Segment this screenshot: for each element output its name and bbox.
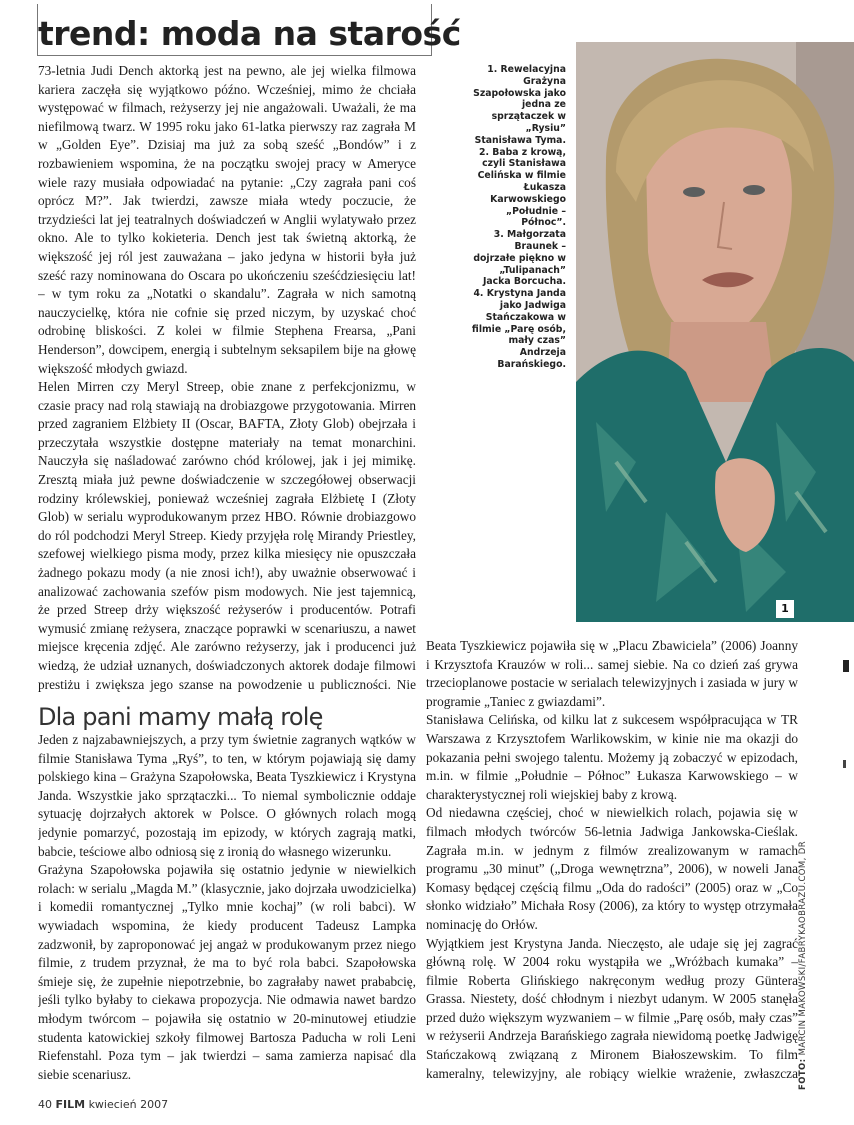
article-headline: trend: moda na starość xyxy=(38,14,461,53)
paragraph: Wyjątkiem jest Krystyna Janda. Nieczęsto, ale udaje się jej zagrać główną rolę. W 2004 roku wystąpiła we „Wróżbach kumaka” – filmie Roberta Glińskiego nakręconym według prozy Güntera Grassa. Niestety, dość chłodnym i niezbyt udanym. W 2005 stanęła przed dużo większym wyzwaniem – w filmie „Parę osób, mały czas” w reżyserii Andrzeja Barańskiego zagrała niewidomą poetkę Jadwigę Stańczakową związaną z Mironem Białoszewskim. To film kameralny, telewizyjny, ale robiący wielkie wrażenie, zwłaszcza xyxy=(426,935,798,1081)
article-column-1-continued xyxy=(38,731,416,1086)
magazine-name: FILM xyxy=(55,1098,86,1111)
caption-item: 1. Rewelacyjna Grażyna Szapołowska jako jedna ze sprzątaczek w „Rysiu” Stanisława Tyma. xyxy=(473,64,566,146)
photo-credit-label: FOTO: xyxy=(798,1058,808,1090)
paragraph: Grażyna Szapołowska pojawiła się ostatnio jedynie w niewielkich rolach: w serialu „Magda M.” (klasycznie, jako dojrzała uwodzicielka) i komedii romantycznej „Tylko mnie kochaj” (w roli babci). W wywiadach wspomina, że kiedy producent Tadeusz Lampka zadzwonił, by zaproponować jej angaż w produkowanym przez niego filmie, z trudem przyznał, że ma to być rola babci. Szapołowska śmieje się, że zupełnie niepotrzebnie, bo zagrałaby nawet prababcię, jeśli tylko byłaby to ciekawa propozycja. Nie odmawia nawet bardzo młodym twórcom – pojawiła się ostatnio w 20-minutowej etiudzie studenta katowickiej szkoły filmowej Bartosza Paducha w roli Leni Riefenstahl. Poza tym – jak twierdzi – sama zamierza napisać dla siebie scenariusz. xyxy=(38,862,416,1082)
paragraph: Beata Tyszkiewicz pojawiła się w „Placu Zbawiciela” (2006) Joanny i Krzysztofa Krauzów w roli... samej siebie. Na co dzień zaś grywa trzecioplanowe postacie w serialach telewizyjnych i zasiada w jury w programie „Taniec z gwiazdami”. xyxy=(426,638,798,709)
paragraph: Od niedawna częściej, choć w niewielkich rolach, pojawia się w filmach młodych twórców 56-letnia Jadwiga Jankowska-Cieślak. Zagrała m.in. w jednym z filmów zrealizowanym w ramach programu „30 minut” („Droga wewnętrzna”, 2006), w noweli Jana Komasy będącej częścią filmu „Oda do radości” (2005) oraz w „Co słonko widziało” Michała Rosy (2006), za który to występ otrzymała nominację do Orłów. xyxy=(426,805,798,932)
photo-caption xyxy=(470,64,566,370)
caption-item: 4. Krystyna Janda jako Jadwiga Stańczakowa w filmie „Parę osób, mały czas” Andrzeja Barańskiego. xyxy=(471,288,566,370)
section-subheading: Dla pani mamy małą rolę xyxy=(38,703,323,731)
page-edge-mark xyxy=(843,660,849,672)
actress-photo xyxy=(576,42,854,622)
page-number: 40 xyxy=(38,1098,52,1111)
page-footer xyxy=(38,1096,238,1114)
paragraph: Jeden z najzabawniejszych, a przy tym świetnie zagranych wątków w filmie Stanisława Tyma „Ryś”, to ten, w którym pojawiają się damy polskiego kina – Grażyna Szapołowska, Beata Tyszkiewicz i Krystyna Janda. Wszystkie jako sprzątaczki... To niemal symbolicznie oddaje sytuację dojrzałych aktorek w Polsce. O głównych rolach mogą jedynie pomarzyć, pozostają im epizody, w których zagrają matki, babcie, teściowe albo odniosą się z ironią do własnego wizerunku. xyxy=(38,732,416,859)
paragraph: Stanisława Celińska, od kilku lat z sukcesem współpracująca w TR Warszawa z Krzysztofem Warlikowskim, w kinie nie ma okazji do pokazania pełni swojego talentu. Możemy ją zobaczyć w epizodach, m.in. w filmie „Południe – Północ” Łukasza Karwowskiego – w charakterystycznej roli wiejskiej baby z krową. xyxy=(426,712,798,802)
article-column-1 xyxy=(38,62,416,694)
photo-credit xyxy=(798,800,822,1090)
caption-item: 3. Małgorzata Braunek – dojrzałe piękno w „Tulipanach” Jacka Borcucha. xyxy=(473,229,566,288)
actress-photo-illustration xyxy=(576,42,854,622)
paragraph: 73-letnia Judi Dench aktorką jest na pewno, ale jej wielka filmowa kariera zaczęła się wyjątkowo późno. Wcześniej, mimo że chciała występować w filmach, reżyserzy jej nie angażowali. Uważali, że ma niefilmową twarz. W 1995 roku jako 61-latka pierwszy raz zagrała M w „Golden Eye”. Dzisiaj ma już za sobą sześć „Bondów” i z rozbawieniem wspomina, że na początku swojej pracy w Ameryce wiele razy musiała odpowiadać na pytanie: „Czy zagrała pani coś oprócz M?”. Jak twierdzi, zawsze miała wtedy poczucie, że trzydzieści lat jej teatralnych doświadczeń w Anglii wylatywało przez okno. Ale to tylko kokieteria. Dench jest tak świetną aktorką, że większość jej ról jest zauważana – jako jedyna w historii była już sześć razy nominowana do Oscara po ukończeniu sześćdziesięciu lat! – w tym roku za „Notatki o skandalu”. Zagrała w nich samotną nauczycielkę, która nie cofnie się przed niczym, by uzyskać choć odrobinę bliskości. Z kolei w filmie Stephena Frearsa, „Pani Henderson”, dowcipem, energią i subtelnym seksapilem bije na głowę większość młodych gwiazd. xyxy=(38,63,416,376)
photo-credit-text: MARCIN MAKOWSKI/FABRYKAOBRAZU.COM, DR xyxy=(798,840,808,1056)
article-column-2 xyxy=(426,637,798,1085)
caption-item: 2. Baba z krową, czyli Stanisława Celińska w filmie Łukasza Karwowskiego „Południe – Północ”. xyxy=(477,146,566,229)
paragraph: Helen Mirren czy Meryl Streep, obie znane z perfekcjonizmu, w czasie pracy nad rolą stawiają na drobiazgowe przygotowania. Mirren przed zagraniem Elżbiety II (Oscar, BAFTA, Złoty Glob) obejrzała i przeczytała wszystkie dostępne materiały na temat monarchini. Nauczyła się naśladować zarówno chód królowej, jak i jej mimikę. Zresztą miała już pewne doświadczenie w szczegółowej obserwacji rodziny królewskiej, ponieważ wcześniej zagrała Elżbietę I (Złoty Glob) w serialu wyprodukowanym przez HBO. Równie drobiazgowo do ról podchodzi Meryl Streep. Kiedy przyjęła rolę Mirandy Priestley, szefowej wielkiego pisma mody, przez kilka miesięcy nie opuszczała żadnego pokazu mody (a nie znosi ich!), aby uważnie obserwować i analizować zachowania szefów pism modowych. Nie jest tajemnicą, że przed Streep drży większość reżyserów i producentów. Potrafi wymusić zmianę reżysera, znaczące poprawki w scenariuszu, a nawet miejsce kręcenia zdjęć. Ale zarówno reżyserzy, jak i producenci już wiedzą, że udział uznanych, doświadczonych aktorek dodaje filmowi prestiżu i zwiększa jego szanse na powodzenie u publiczności. Nie xyxy=(38,379,416,692)
page-edge-mark xyxy=(843,760,846,768)
issue-date: kwiecień 2007 xyxy=(88,1098,169,1111)
photo-number-badge: 1 xyxy=(776,600,794,618)
